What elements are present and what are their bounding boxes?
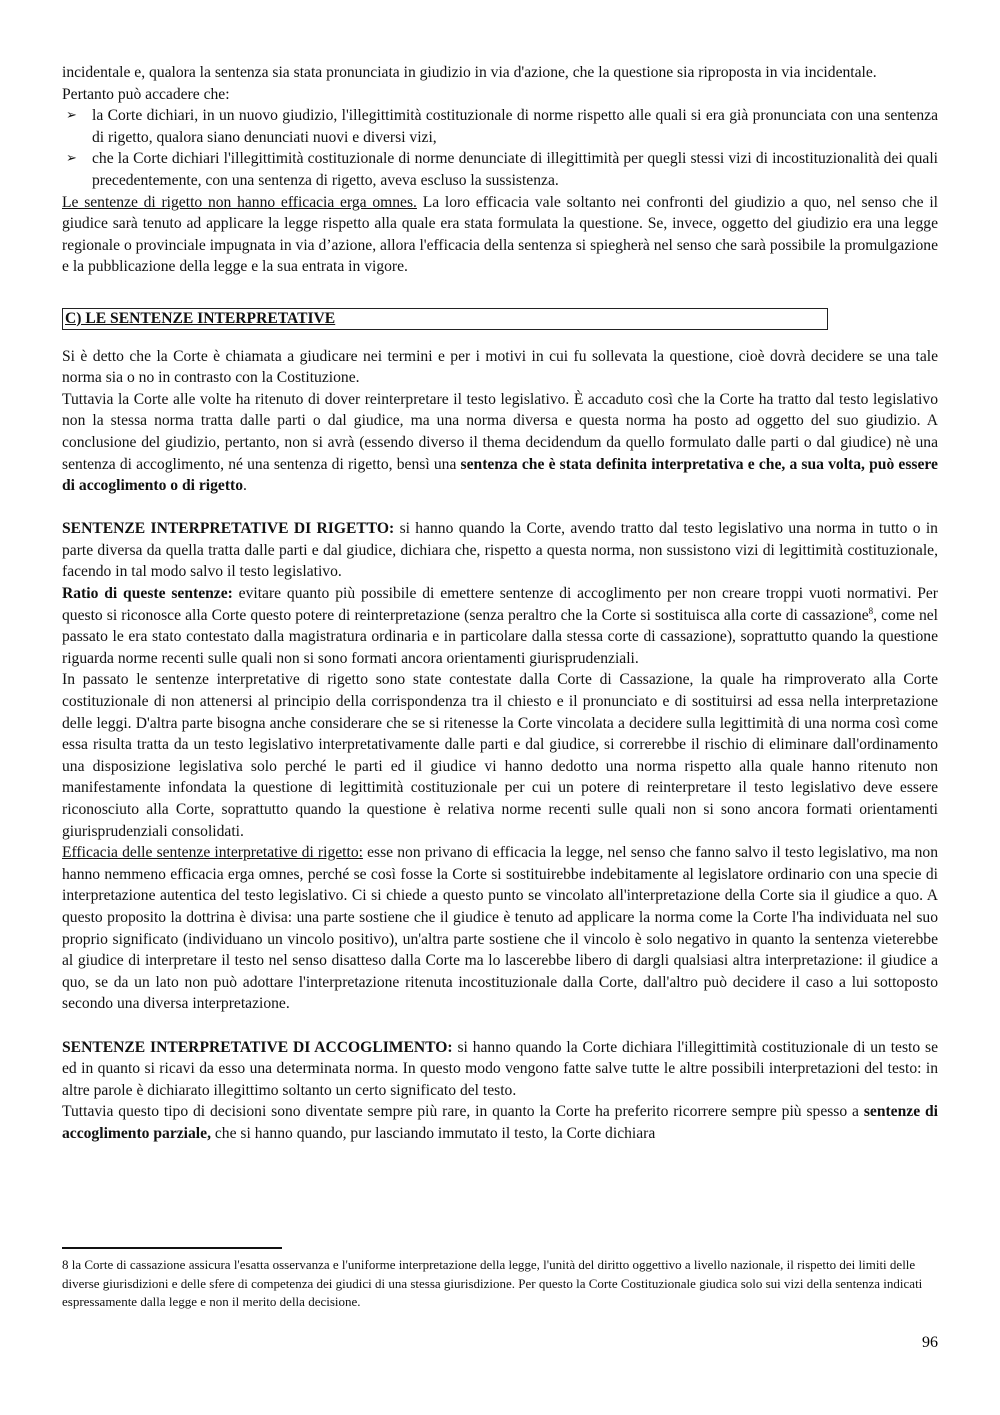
list-item [62, 105, 938, 148]
paragraph-si-detto: Si è detto che la Corte è chiamata a giudicare nei termini e per i motivi in cui fu sollevata la questione, cioè dovrà decidere se una tale norma sia o no in contrasto con la Costituzione. [62, 347, 938, 387]
heading-interpretative-accoglimento: SENTENZE INTERPRETATIVE DI ACCOGLIMENTO: [62, 1038, 453, 1056]
bold-statement: sentenza che è stata definita interpretativa e che, a sua volta, può essere di accoglimento o di rigetto [62, 455, 938, 495]
paragraph-pertanto: Pertanto può accadere che: [62, 85, 230, 103]
text-run: evitare quanto più possibile di emettere sentenze di accoglimento per non creare troppi vuoti normativi. Per questo si riconosce alla Corte questo potere di reinterpretazione (senza peraltro che la Corte si sostituisca alla corte di cassazione [62, 585, 938, 624]
footnote-ref: 8 [868, 605, 874, 616]
text-run: , come nel passato le era stato contestato dalla magistratura ordinaria e in particolare dalla stessa corte di cassazione), soprattutto quando la questione riguarda norme recenti sulle quali non si sono formati ancora orientamenti giurisprudenziali. [62, 606, 938, 667]
spacer [62, 497, 938, 519]
list-item-text: che la Corte dichiari l'illegittimità costituzionale di norme denunciate di illegittimità per quegli stessi vizi di incostituzionalità dei quali precedentemente, con una sentenza di rigetto, aveva escluso la sussistenza. [92, 150, 938, 189]
paragraph-interpretative-rigetto [62, 518, 938, 583]
underlined-statement: Le sentenze di rigetto non hanno efficacia erga omnes. [62, 193, 417, 211]
text-run: si hanno quando la Corte, avendo tratto dal testo legislativo una norma in tutto o in parte diversa da quella tratta dalle parti e dal giudice, dichiara che, rispetto a questa norma, non sussistono vizi di legittimità costituzionale, facendo in tal modo salvo il testo legislativo. [62, 520, 938, 581]
text-run: esse non privano di efficacia la legge, nel senso che fanno salvo il testo legislativo, ma non hanno nemmeno efficacia erga omnes, perché se così fosse la Corte si sostituirebbe indebitamente al legislatore ordinario con una specie di interpretazione autentica del testo legislativo. Ci si chiede a questo punto se vincolato all'interpretazione della Corte sia il giudice a quo. A questo proposito la dottrina è divisa: una parte sostiene che il giudice è tenuto ad applicare la norma come la Corte l'ha individuata nel suo proprio significato (individuano un vincolo positivo), un'altra parte sostiene che il vincolo è solo negativo in quanto la sentenza vieterebbe al giudice di interpretare il testo nel senso disatteso dalla Corte ma lo lascerebbe libero di dargli qualsiasi altra interpretazione: il giudice a quo, se da un lato non può adottare l'interpretazione ritenuta incostituzionale dalla Corte, dall'altro può decidere il caso a lui sottoposto secondo una diversa interpretazione. [62, 844, 938, 1013]
heading-efficacia: Efficacia delle sentenze interpretative di rigetto: [62, 844, 363, 862]
arrow-bullet-icon: ➢ [66, 151, 77, 167]
paragraph-ratio [62, 583, 938, 669]
paragraph-passato: In passato le sentenze interpretative di rigetto sono state contestate dalla Corte di Cassazione, la quale ha rimproverato alla Corte costituzionale di non attenersi al principio della corrispondenza tra il chiesto e il pronunciato e di sostituirsi ad essa nella interpretazione delle leggi. D'altra parte bisogna anche considerare che se si ritenesse la Corte vincolata a decidere sulla legittimità di una norma così come essa risulta tratta da un testo legislativo interpretativamente dalle parti e dal giudice, si correrebbe il rischio di eliminare dall'ordinamento una disposizione legislativa solo perché le parti ed il giudice vi hanno dedotto una norma rispetto alla quale hanno ritenuto non manifestamente infondata la questione di legittimità costituzionale per cui un potere di reinterpretare il testo legislativo deve essere riconosciuto alla Corte, soprattutto quando la questione è relativa norme recenti sulle quali non si sono ancora formati orientamenti giurisprudenziali consolidati. [62, 671, 938, 840]
page-number: 96 [922, 1334, 938, 1351]
page-body [62, 62, 938, 1145]
bold-statement: sentenze di accoglimento parziale, [62, 1103, 938, 1142]
paragraph-intro: incidentale e, qualora la sentenza sia stata pronunciata in giudizio in via d'azione, che la questione sia riproposta in via incidentale. [62, 64, 877, 81]
heading-ratio: Ratio di queste sentenze: [62, 585, 233, 603]
footnote-separator [62, 1247, 282, 1249]
paragraph-efficacia [62, 842, 938, 1015]
paragraph-rigetto [62, 192, 938, 278]
paragraph-tuttavia [62, 389, 938, 497]
footnote: 8 la Corte di cassazione assicura l'esatta osservanza e l'uniforme interpretazione della legge, l'unità del diritto oggettivo a livello nazionale, il rispetto dei limiti delle diverse giurisdizioni e delle sfere di competenza dei giudici di una stessa giurisdizione. Per questo la Corte Costituzionale giudica solo sui vizi della sentenza indicati espressamente dalla legge e non il merito della decisione. [62, 1257, 923, 1310]
bullet-list [62, 105, 938, 191]
paragraph-rigetto-rest: La loro efficacia vale soltanto nei confronti del giudizio a quo, nel senso che il giudice sarà tenuto ad applicare la legge rispetto alla quale era stata formulata la questione. Se, invece, oggetto del giudizio era una legge regionale o provinciale impugnata in via d’azione, allora l'efficacia della sentenza si spiegherà nel senso che sarà possibile la promulgazione e la pubblicazione della legge e la sua entrata in vigore. [62, 193, 938, 276]
text-run: si hanno quando la Corte dichiara l'illegittimità costituzionale di un testo se ed in quanto si ricavi da esso una determinata norma. In questo modo vengono fatte salve tutte le altre possibili interpretazioni del testo: in altre parole è dichiarato illegittimo soltanto un certo significato del testo. [62, 1038, 938, 1099]
spacer [62, 278, 938, 300]
list-item [62, 148, 938, 191]
paragraph-interpretative-accoglimento [62, 1037, 938, 1102]
text-run: . [243, 477, 247, 495]
heading-interpretative-rigetto: SENTENZE INTERPRETATIVE DI RIGETTO: [62, 520, 395, 538]
paragraph-last [62, 1101, 938, 1144]
text-run: Tuttavia la Corte alle volte ha ritenuto di dover reinterpretare il testo legislativo. È accaduto così che la Corte ha tratto dal testo legislativo non la stessa norma tratta dalle parti o dal giudice, ma una norma diversa e questa norma ha posto ad oggetto del suo giudizio. A conclusione del giudizio, pertanto, non si avrà (essendo diverso il thema decidendum da quello formulato dalle parti o dal giudice) nè una sentenza di accoglimento, né una sentenza di rigetto, bensì una [62, 390, 938, 473]
arrow-bullet-icon: ➢ [66, 108, 77, 124]
list-item-text: la Corte dichiari, in un nuovo giudizio, l'illegittimità costituzionale di norme rispetto alle quali si era già pronunciata con una sentenza di rigetto, qualora siano denunciati nuovi e diversi vizi, [92, 107, 938, 146]
text-run: che si hanno quando, pur lasciando immutato il testo, la Corte dichiara [210, 1124, 656, 1142]
spacer [62, 1015, 938, 1037]
text-run: Tuttavia questo tipo di decisioni sono diventate sempre più rare, in quanto la Corte ha preferito ricorrere sempre più spesso a [62, 1103, 864, 1121]
section-title: C) LE SENTENZE INTERPRETATIVE [62, 308, 828, 330]
